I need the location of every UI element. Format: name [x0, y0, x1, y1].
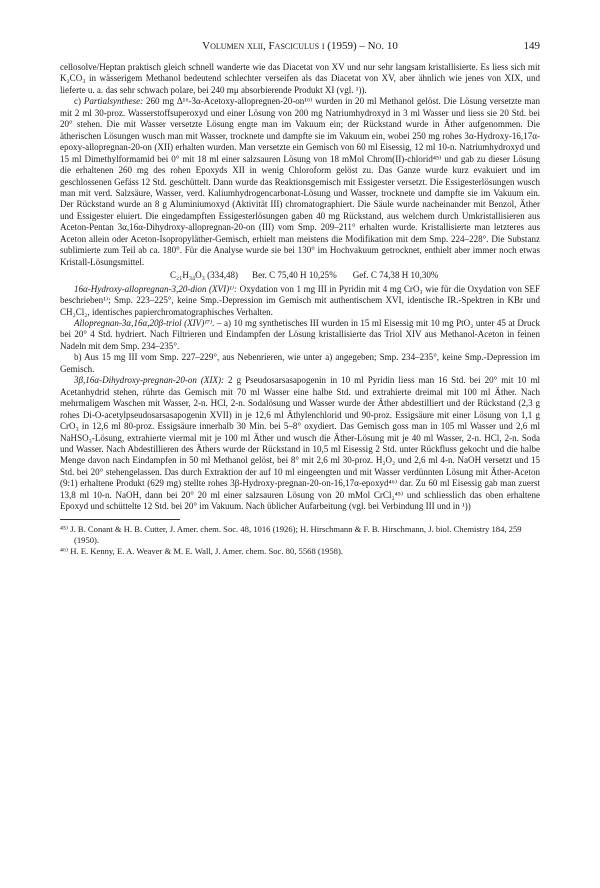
page-header — [60, 40, 540, 56]
section-label: c) — [74, 96, 84, 107]
elemental-analysis — [60, 270, 540, 281]
footnote-45 — [60, 524, 540, 546]
footnotes — [60, 524, 540, 557]
footnote-marker: ⁴⁵⁾ — [60, 523, 69, 534]
footnote-46 — [60, 546, 540, 557]
page-number: 149 — [523, 40, 540, 52]
article-body — [60, 62, 540, 513]
compound-title: Allopregnan-3α,16α,20β-triol (XIV)¹⁷⁾. — [74, 317, 215, 328]
footnote-text: H. E. Kenny, E. A. Weaver & M. E. Wall, J. Amer. chem. Soc. 80, 5568 (1958). — [68, 545, 343, 556]
paragraph-compound-xiv — [60, 318, 540, 352]
paragraph-text: 2 g Pseudosarsasapogenin in 10 ml Pyridin liess man 16 Std. bei 20° mit 10 ml Acetanhydrid stehen, rührte das Gemisch mit 70 ml Wasser eine halbe Std. und extrahierte dreimal mit 100 ml Äther. Nach mehrmaligem Waschen mit Wasser, 2-n. HCl, 2-n. Sodalösung und Wasser wurde der Äther abdestilliert und der Rückstand (2,3 g rohes Di-O-acetylpseudosarsasapogenin XVII) in je 12,6 ml Äthylenchlorid und 90-proz. Essigsäure mit einer Lösung von 1,1 g CrO₃ in 12,6 ml 80-proz. Essigsäure innerhalb 30 Min. bei 5–8° oxydiert. Das Gemisch goss man in 105 ml Wasser und 2,6 ml NaHSO₃-Lösung, extrahierte viermal mit je 100 ml Äther und wusch die Äther-Lösung mit je 40 ml Wasser, 2-n. HCl, 2-n. Soda und Wasser. Nach Abdestillieren des Äthers wurde der Rückstand in 10,5 ml Eisessig 2 Std. unter Rückfluss gekocht und die halbe Menge davon nach Eindampfen in 50 ml Methanol gelöst, bei 8° mit 2,6 ml 30-proz. H₂O₂ und 2,6 ml 4-n. NaOH versetzt und 15 Std. bei 20° stehengelassen. Das durch Extraktion der auf 10 ml eingeengten und mit Wasser verdünnten Lösung mit Äther-Aceton (9:1) erhaltene Produkt (629 mg) stellte rohes 3β-Hydroxy-pregnan-20-on-16,17α-epoxyd⁴⁶⁾ dar. Zu 60 ml Eisessig gab man zuerst 13,8 ml 10-n. NaOH, dann bei 20° 20 ml einer salzsauren Lösung von 20 mMol CrCl₂⁴⁵⁾ und schliesslich das oben erhaltene Epoxyd und schüttelte 12 Std. bei 20° im Vakuum. Nach üblicher Aufarbeitung (vgl. bei Verbindung III und in ¹)) — [60, 375, 540, 512]
compound-title: 16α-Hydroxy-allopregnan-3,20-dion (XVI)¹⁾: — [74, 283, 238, 294]
paragraph-partialsynthese — [60, 96, 540, 268]
section-title: Partialsynthese: — [83, 96, 144, 107]
footnote-rule — [60, 519, 180, 520]
paragraph-compound-xix — [60, 375, 540, 512]
paragraph-compound-xvi — [60, 284, 540, 318]
paragraph-text: – a) 10 mg synthetisches III wurden in 15 ml Eisessig mit 10 mg PtO₂ unter 45 at Druck bei 20° 4 Std. hydriert. Nach Filtrieren und Eindampfen der Lösung kristallisierte das Triol XIV aus Methanol-Aceton in feinen Nadeln mit dem Smp. 234–235°. — [60, 317, 541, 351]
footnote-text: J. B. Conant & H. B. Cutter, J. Amer. chem. Soc. 48, 1016 (1926); H. Hirschmann & F. B. Hirschmann, J. biol. Chemistry 184, 259 (1950). — [68, 523, 522, 545]
footnote-marker: ⁴⁶⁾ — [60, 545, 69, 556]
journal-running-head: Volumen xlii, Fasciculus i (1959) – No. 10 — [202, 40, 398, 52]
paragraph-text: Oxydation von 1 mg III in Pyridin mit 4 mg CrO₃ wie für die Oxydation von SEF beschrieben¹⁾; Smp. 223–225°, keine Smp.-Depression im Gemisch mit authentischem XVI, identische IR.-Spektren in KBr und CH₂Cl₂, identisches papierchromatographisches Verhalten. — [60, 283, 540, 317]
paragraph-continuation: cellosolve/Heptan praktisch gleich schnell wanderte wie das Diacetat von XV und nur sehr langsam kristallisierte. Es liess sich mit K₂CO₃ in wässerigem Methanol bedeutend schlechter verseifen als das Diacetat von XV, aber ähnlich wie jenes von XIX, und lieferte u. a. das sehr schwach polare, bei 240 mμ absorbierende Produkt XI (vgl. ¹)). — [60, 62, 540, 95]
paragraph-text: 260 mg Δ¹⁶-3α-Acetoxy-allopregnen-20-on¹⁶⁾ wurden in 20 ml Methanol gelöst. Die Lösung versetzte man mit 2 ml 30-proz. Wasserstoffsuperoxyd und einer Lösung von 200 mg Natriumhydroxyd in 3 ml Wasser und liess sie 20 Std. bei 20° stehen. Die mit Wasser versetzte Lösung engte man im Vakuum ein; der Rückstand wurde in Äther aufgenommen. Die ätherischen Lösungen wusch man mit Wasser, trocknete und dampfte sie im Vakuum ein, wobei 250 mg rohes 3α-Hydroxy-16,17α-epoxy-allopregnan-20-on (XII) erhalten wurden. Man versetzte ein Gemisch von 60 ml Eisessig, 12 ml 10-n. Natriumhydroxyd und 15 ml Dimethylformamid bei 0° mit 18 ml einer salzsauren Lösung von 18 mMol Chrom(II)-chlorid⁴⁵⁾ und gab zu dieser Lösung die erhaltenen 260 mg des rohen Epoxyds XII in wenig Chloroform gelöst zu. Das Ganze wurde kurz evakuiert und im geschlossenen Gefäss 12 Std. geschüttelt. Dann wurde das Reaktionsgemisch mit Essigester versetzt. Die Essigesterlösungen wusch man mit verd. Salzsäure, Wasser, verd. Kaliumhydrogencarbonat-Lösung und Wasser, trocknete und dampfte sie im Vakuum ein. Der Rückstand wurde an 8 g Aluminiumoxyd (Aktivität III) chromatographiert. Die Säule wurde nacheinander mit Benzol, Äther und Essigester eluiert. Die eingedampften Essigesterlösungen gaben 40 mg Rückstand, aus welchem durch Umkristallisieren aus Aceton-Pentan 3α,16α-Dihydroxy-allopregnan-20-on (III) vom Smp. 209–211° erhalten wurde. Kristallisierte man letzteres aus Aceton allein oder Aceton-Isopropyläther-Gemisch, erhielt man meistens die Modifikation mit dem Smp. 224–228°. Die Substanz sublimierte zum Teil ab ca. 180°. Für die Analyse wurde sie bei 130° im Hochvakuum getrocknet, enthielt aber immer noch etwas Kristall-Lösungsmittel. — [60, 96, 540, 267]
analysis-found: Gef. C 74,38 H 10,30% — [352, 270, 439, 281]
paragraph-variant-b: b) Aus 15 mg III vom Smp. 227–229°, aus Nebenrieren, wie unter a) angegeben; Smp. 234–235°, keine Smp.-Depression im Gemisch. — [60, 352, 540, 374]
molecular-formula: C₂₁H₃₄O₃ (334,48) — [170, 270, 239, 281]
compound-title: 3β,16α-Dihydroxy-pregnan-20-on (XIX): — [74, 375, 225, 386]
analysis-calculated: Ber. C 75,40 H 10,25% — [252, 270, 337, 281]
